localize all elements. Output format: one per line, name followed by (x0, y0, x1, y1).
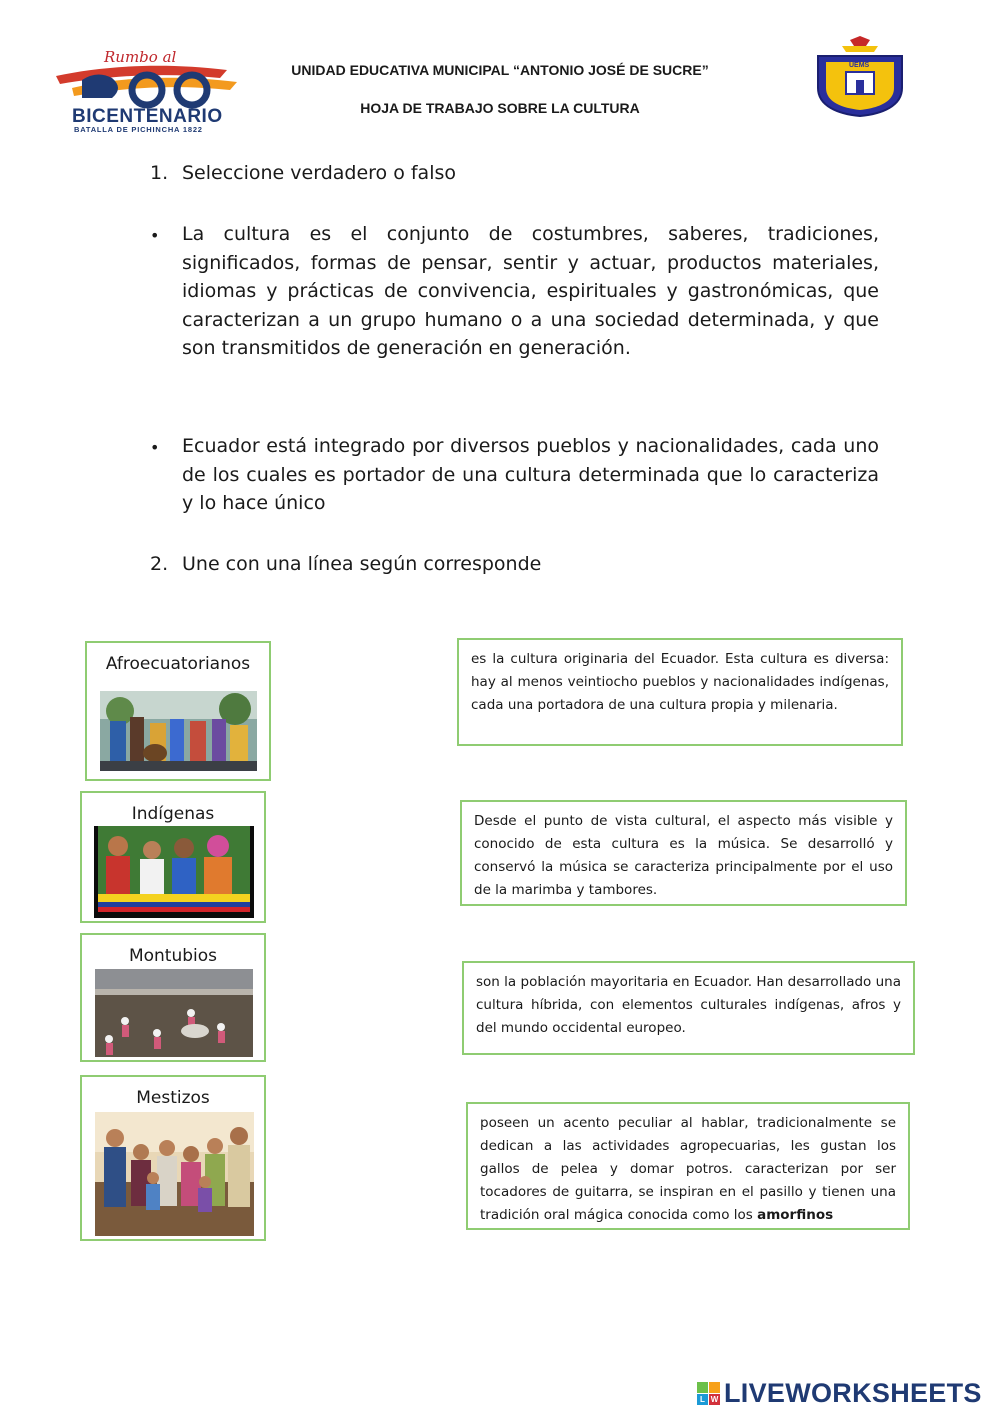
group-label-afroecuatorianos: Afroecuatorianos (105, 654, 251, 674)
statement-2[interactable]: Ecuador está integrado por diversos pueblos y nacionalidades, cada uno de los cuales es portador de una cultura determinada que lo caracteriza y lo hace único (182, 435, 879, 514)
question-2-number: 2. (150, 553, 169, 575)
group-card-mestizos[interactable] (80, 1075, 266, 1241)
badge-letter-l: L (697, 1394, 708, 1405)
description-box-3[interactable]: son la población mayoritaria en Ecuador. Han desarrollado una cultura híbrida, con elementos culturales indígenas, afros y del mundo occidental europeo. (462, 961, 915, 1055)
bicentenario-logo (52, 48, 247, 134)
logo-script-text: Rumbo al (104, 48, 177, 66)
bullet-icon: • (150, 438, 160, 457)
question-2-instruction: Une con una línea según corresponde (182, 553, 542, 575)
description-4-text: poseen un acento peculiar al hablar, tradicionalmente se dedican a las actividades agropecuarias, les gustan los gallos de pelea y domar potros. caracterizan por ser tocadores de guitarra, se inspiran en el pasillo y tienen una tradición oral mágica conocida como los (480, 1115, 896, 1223)
badge-letter-w: W (710, 1395, 719, 1404)
school-crest-logo (812, 36, 908, 118)
description-box-1[interactable]: es la cultura originaria del Ecuador. Esta cultura es diversa: hay al menos veintiocho pueblos y nacionalidades indígenas, cada una portadora de una cultura propia y milenaria. (457, 638, 903, 746)
group-card-afroecuatorianos[interactable] (85, 641, 271, 781)
montubios-photo (95, 969, 253, 1057)
description-box-4[interactable] (466, 1102, 910, 1230)
logo-sub-text: BATALLA DE PICHINCHA 1822 (74, 125, 203, 134)
group-label-mestizos: Mestizos (136, 1088, 210, 1108)
description-4-bold-term: amorfinos (757, 1207, 834, 1223)
afroecuatorianos-photo (100, 691, 257, 771)
statement-1[interactable]: La cultura es el conjunto de costumbres, saberes, tradiciones, significados, formas de pensar, sentir y actuar, productos materiales, idiomas y prácticas de convivencia, espirituales y gastronómicas, que caracterizan a un grupo humano o a una sociedad determinada, y que son transmitidos de generación en generación. (182, 223, 879, 359)
bullet-icon: • (150, 226, 160, 245)
liveworksheets-brand (697, 1380, 997, 1410)
mestizos-photo (95, 1112, 254, 1236)
group-label-indigenas: Indígenas (131, 804, 215, 824)
description-box-2[interactable]: Desde el punto de vista cultural, el aspecto más visible y conocido de esta cultura es la música. Se desarrolló y conservó la música se caracteriza principalmente por el uso de la marimba y tambores. (460, 800, 907, 906)
group-label-montubios: Montubios (128, 946, 218, 966)
crest-icon (812, 36, 908, 118)
group-card-montubios[interactable] (80, 933, 266, 1062)
group-card-indigenas[interactable] (80, 791, 266, 923)
logo-main-text: BICENTENARIO (72, 106, 223, 127)
question-1-number: 1. (150, 162, 169, 184)
indigenas-photo (94, 826, 254, 918)
worksheet-subtitle: HOJA DE TRABAJO SOBRE LA CULTURA (360, 100, 640, 116)
crest-text: UEMS (849, 62, 870, 69)
liveworksheets-badge-icon (697, 1382, 721, 1406)
liveworksheets-wordmark: LIVEWORKSHEETS (724, 1378, 982, 1408)
question-1-instruction: Seleccione verdadero o falso (182, 162, 457, 184)
school-name: UNIDAD EDUCATIVA MUNICIPAL “ANTONIO JOSÉ DE SUCRE” (291, 62, 709, 78)
